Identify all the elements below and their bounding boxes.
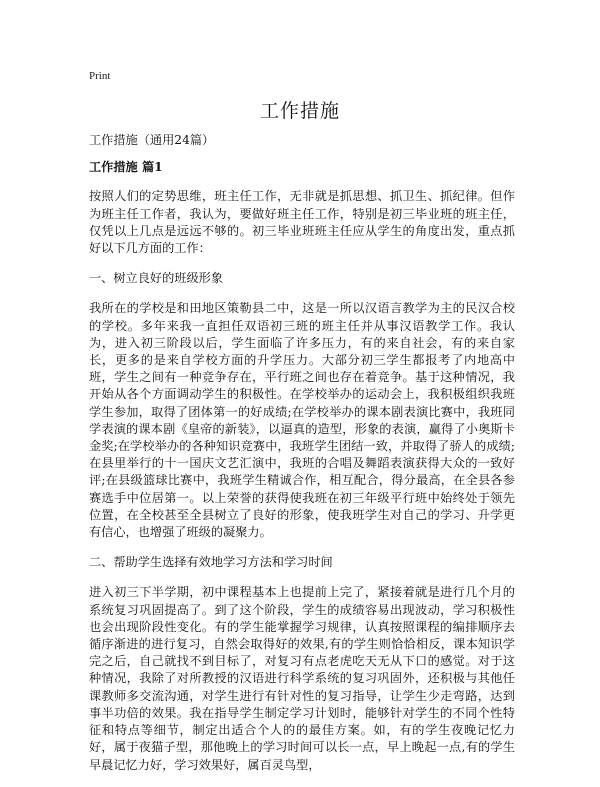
intro-paragraph: 按照人们的定势思维，班主任工作，无非就是抓思想、抓卫生、抓纪律。但作为班主任工作者，我认为，要做好班主任工作，特别是初三毕业班的班主任，仅凭以上几点是远远不够的。初三毕业班班主任应从学生的角度出发，重点抓好以下几方面的工作： [89,189,515,256]
document-subtitle: 工作措施（通用24篇） [89,133,215,147]
subheading-1: 一、树立良好的班级形象 [89,271,224,286]
document-title: 工作措施 [259,100,340,122]
print-link[interactable]: Print [89,70,111,82]
body-paragraph-1: 我所在的学校是和田地区策勒县二中，这是一所以汉语言教学为主的民汉合校的学校。多年来我一直担任双语初三班的班主任并从事汉语教学工作。我认为，进入初三阶段以后，学生面临了许多压力，有的来自社会，有的来自家长，更多的是来自学校方面的升学压力。大部分初三学生都报考了内地高中班，学生之间有一种竞争存在，平行班之间也存在着竞争。基于这种情况，我开始从各个方面调动学生的积极性。在学校举办的运动会上，我积极组织我班学生参加，取得了团体第一的好成绩;在学校举办的课本剧表演比赛中，我班同学表演的课本剧《皇帝的新装》，以逼真的造型，形象的表演，赢得了小奥斯卡金奖;在学校举办的各种知识竞赛中，我班学生团结一致，并取得了骄人的成绩;在县里举行的十一国庆文艺汇演中，我班的合唱及舞蹈表演获得大众的一致好评;在县级篮球比赛中，我班学生精诚合作，相互配合，得分最高，在全县各参赛选手中位居第一。以上荣誉的获得使我班在初三年级平行班中始终处于领先位置，在全校甚至全县树立了良好的形象，使我班学生对自己的学习、升学更有信心，也增强了班级的凝聚力。 [89,301,515,540]
subheading-2: 二、帮助学生选择有效地学习方法和学习时间 [89,555,333,570]
section-heading: 工作措施 篇1 [89,160,163,175]
document-body [89,132,515,787]
body-paragraph-2: 进入初三下半学期，初中课程基本上也提前上完了，紧接着就是进行几个月的系统复习巩固提高了。到了这个阶段，学生的成绩容易出现波动，学习积极性也会出现阶段性变化。有的学生能掌握学习规律，认真按照课程的编排顺序去循序渐进的进行复习，自然会取得好的效果,有的学生则恰恰相反，课本知识学完之后，自己就找不到目标了，对复习有点老虎吃天无从下口的感觉。对于这种情况，我除了对所教授的汉语进行科学系统的复习巩固外，还积极与其他任课教师多交流沟通，对学生进行有针对性的复习指导，让学生少走弯路，达到事半功倍的效果。我在指导学生制定学习计划时，能够针对学生的不同个性特征和特点等细节，制定出适合个人的的最佳方案。如，有的学生夜晚记忆力好，属于夜猫子型，那他晚上的学习时间可以长一点，早上晚起一点,有的学生早晨记忆力好，学习效果好，属百灵鸟型， [89,585,515,772]
